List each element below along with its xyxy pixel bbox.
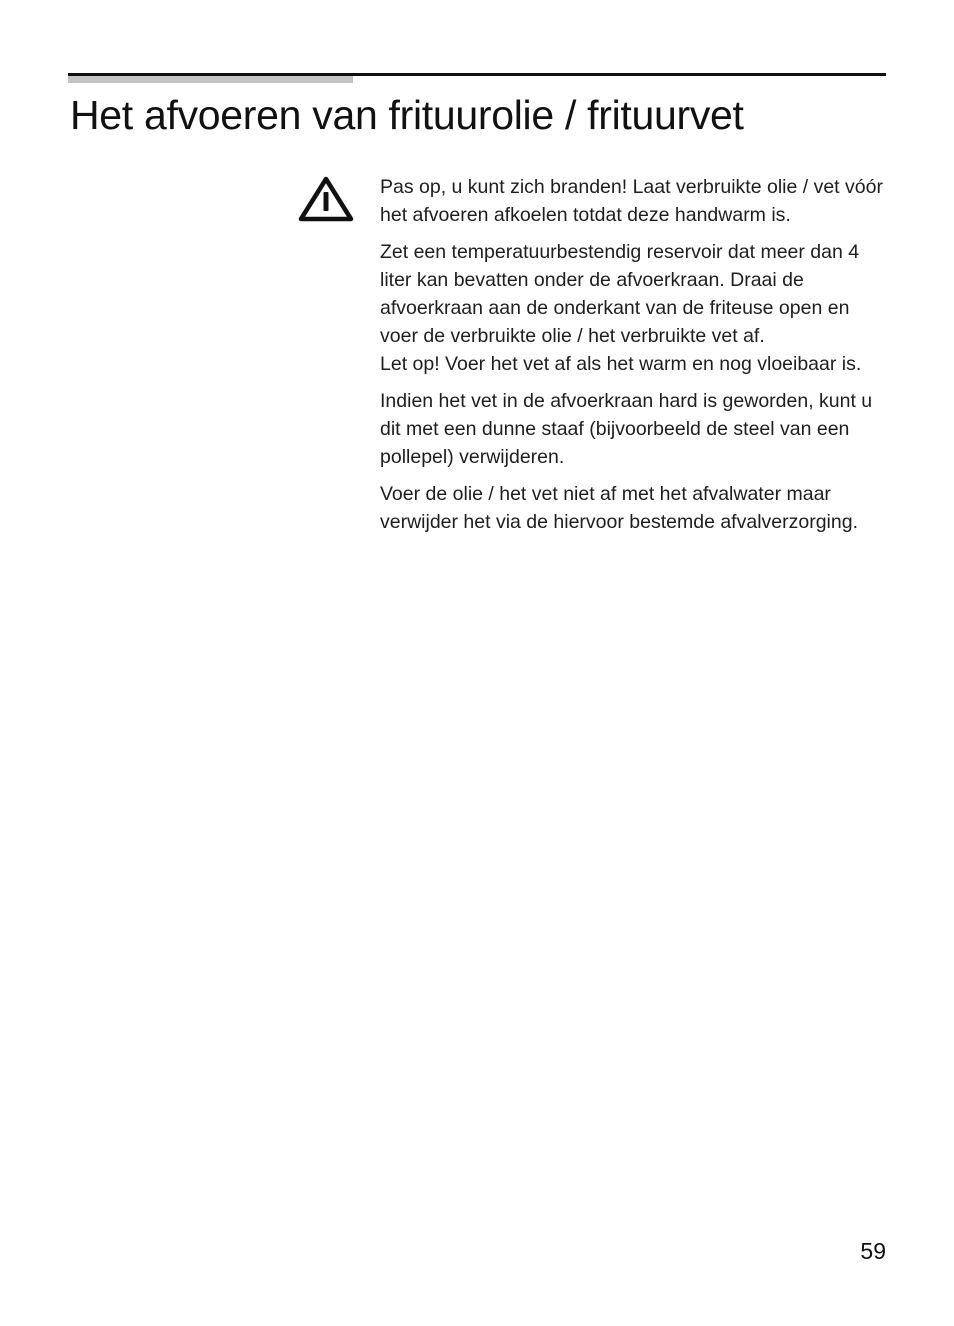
caution-paragraph: Let op! Voer het vet af als het warm en nog vloeibaar is. xyxy=(380,353,862,375)
page-title: Het afvoeren van frituurolie / frituurvet xyxy=(70,92,744,138)
disposal-paragraph: Voer de olie / het vet niet af met het afvalwater maar verwijder het via de hiervoor bestemde afvalverzorging. xyxy=(380,483,858,533)
warning-triangle-icon xyxy=(298,176,354,222)
warning-paragraph: Pas op, u kunt zich branden! Laat verbruikte olie / vet vóór het afvoeren afkoelen totdat deze handwarm is. xyxy=(380,176,883,226)
hardened-fat-paragraph: Indien het vet in de afvoerkraan hard is geworden, kunt u dit met een dunne staaf (bijvoorbeeld de steel van een pollepel) verwijderen. xyxy=(380,390,873,468)
header-rule xyxy=(68,73,886,85)
page-number: 59 xyxy=(860,1238,886,1264)
instruction-paragraph: Zet een temperatuurbestendig reservoir dat meer dan 4 liter kan bevatten onder de afvoerkraan. Draai de afvoerkraan aan de onderkant van de friteuse open en voer de verbruikte olie / het verbruikte vet af. xyxy=(380,241,860,347)
header-rule-grey xyxy=(68,76,353,83)
content-column xyxy=(380,173,890,545)
